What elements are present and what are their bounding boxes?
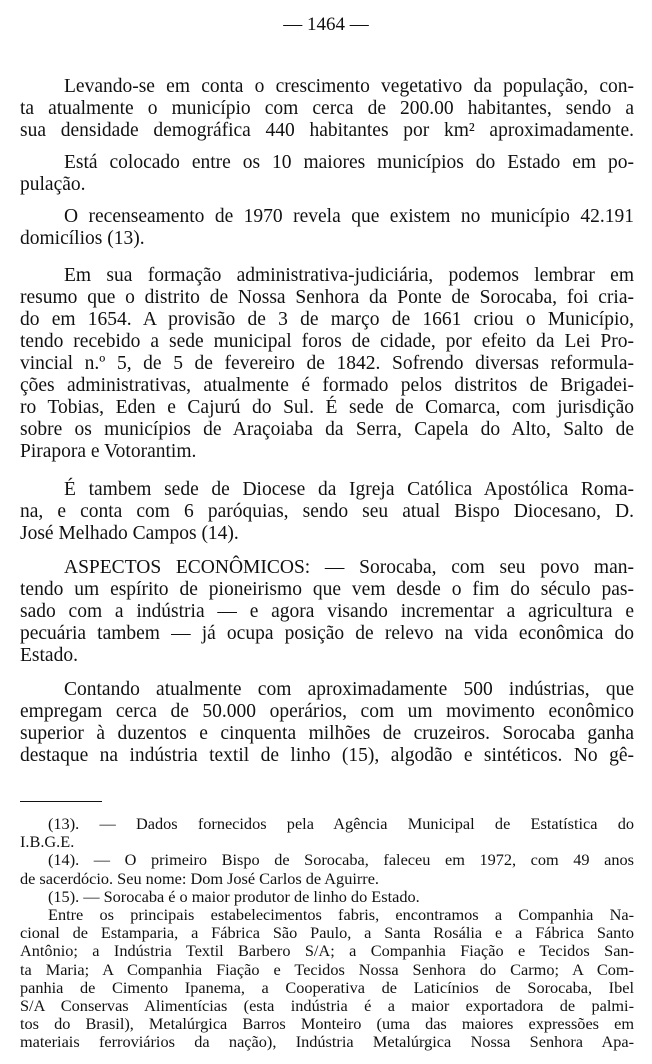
footnote-13: (13). — Dados fornecidos pela Agência Municipal de Estatística do: [48, 814, 634, 833]
text-line: vincial n.º 5, de 5 de fevereiro de 1842. Sofrendo diversas reformula-: [20, 353, 634, 374]
text-line: ro Tobias, Eden e Cajurú do Sul. É sede de Comarca, com jurisdição: [20, 397, 634, 418]
paragraph-administrative-history: [20, 265, 634, 463]
text-line: do em 1654. A provisão de 3 de março de 1661 criou o Município,: [20, 309, 634, 330]
footnote-15-text: cional de Estamparia, a Fábrica São Paulo, a Santa Rosália e a Fábrica Santo: [20, 923, 634, 943]
text-line: empregam cerca de 50.000 operários, com um movimento econômico: [20, 701, 634, 722]
text-line: sobre os municípios de Araçoiaba da Serra, Capela do Alto, Salto de: [20, 419, 634, 440]
footnote-15-text: ta Maria; A Companhia Fiação e Tecidos Nossa Senhora do Carmo; A Com-: [20, 959, 634, 979]
footnote-14: (14). — O primeiro Bispo de Sorocaba, faleceu em 1972, com 49 anos: [48, 850, 634, 870]
paragraph-population-growth: [20, 76, 634, 142]
footnote-15: (15). — Sorocaba é o maior produtor de linho do Estado.: [48, 886, 420, 906]
paragraph-economic-aspects: [20, 557, 634, 667]
text-line: Está colocado entre os 10 maiores municípios do Estado em po-: [64, 152, 634, 173]
footnote-15-text: Entre os principais estabelecimentos fabris, encontramos a Companhia Na-: [48, 904, 634, 924]
text-line: sua densidade demográfica 440 habitantes por km² aproximadamente.: [20, 120, 634, 141]
text-line: Contando atualmente com aproximadamente 500 indústrias, que: [64, 679, 634, 700]
footnote-15-text: tos do Brasil), Metalúrgica Barros Monteiro (uma das maiores expressões em: [20, 1014, 634, 1034]
text-line: na, e conta com 6 paróquias, sendo seu atual Bispo Diocesano, D.: [20, 501, 634, 522]
text-line: tendo um espírito de pioneirismo que vem desde o fim do século pas-: [20, 579, 634, 600]
text-line: resumo que o distrito de Nossa Senhora da Ponte de Sorocaba, foi cria-: [20, 287, 634, 308]
text-line: Estado.: [20, 645, 78, 666]
text-line: destaque na indústria textil de linho (15), algodão e sintéticos. No gê-: [20, 745, 634, 766]
text-line: É tambem sede de Diocese da Igreja Católica Apostólica Roma-: [64, 479, 634, 500]
text-line: pulação.: [20, 174, 86, 195]
footnote-15-text: S/A Conservas Alimentícias (esta indústria é a maior exportadora de palmi-: [20, 995, 634, 1015]
text-line: ções administrativas, atualmente é formado pelos distritos de Brigadei-: [20, 375, 634, 396]
text-line: Pirapora e Votorantim.: [20, 441, 197, 462]
text-line: ASPECTOS ECONÔMICOS: — Sorocaba, com seu povo man-: [64, 557, 634, 578]
footnotes: [20, 815, 634, 1051]
text-line: Em sua formação administrativa-judiciária, podemos lembrar em: [64, 265, 634, 286]
footnote-15-text: panhia de Cimento Ipanema, a Cooperativa de Laticínios de Sorocaba, Ibel: [20, 977, 634, 997]
text-line: tendo recebido a sede municipal foros de cidade, por efeito da Lei Pro-: [20, 331, 634, 352]
footnote-15-text: Antônio; a Indústria Textil Barbero S/A; a Companhia Fiação e Tecidos San-: [20, 941, 634, 961]
page-number: — 1464 —: [283, 14, 369, 35]
text-line: ta atualmente o município com cerca de 200.00 habitantes, sendo a: [20, 98, 634, 119]
footnote-13-cont: I.B.G.E.: [20, 832, 75, 852]
paragraph-diocese: [20, 479, 634, 545]
text-line: Levando-se em conta o crescimento vegetativo da população, con-: [64, 76, 634, 97]
footnote-14-cont: de sacerdócio. Seu nome: Dom José Carlos de Aguirre.: [20, 868, 380, 888]
paragraph-census: [20, 206, 634, 250]
text-line: José Melhado Campos (14).: [20, 523, 239, 544]
text-line: domicílios (13).: [20, 228, 145, 249]
text-line: sado com a indústria — e agora visando incrementar a agricultura e: [20, 601, 634, 622]
text-line: superior à duzentos e cinquenta milhões de cruzeiros. Sorocaba ganha: [20, 723, 634, 744]
paragraph-ranking: [20, 152, 634, 196]
text-line: O recenseamento de 1970 revela que existem no município 42.191: [64, 206, 634, 227]
footnote-separator: [20, 801, 102, 802]
text-line: pecuária tambem — já ocupa posição de relevo na vida econômica do: [20, 623, 634, 644]
footnote-15-text: materiais ferroviários da nação), Indústria Metalúrgica Nossa Senhora Apa-: [20, 1032, 634, 1052]
paragraph-industries: [20, 679, 634, 767]
